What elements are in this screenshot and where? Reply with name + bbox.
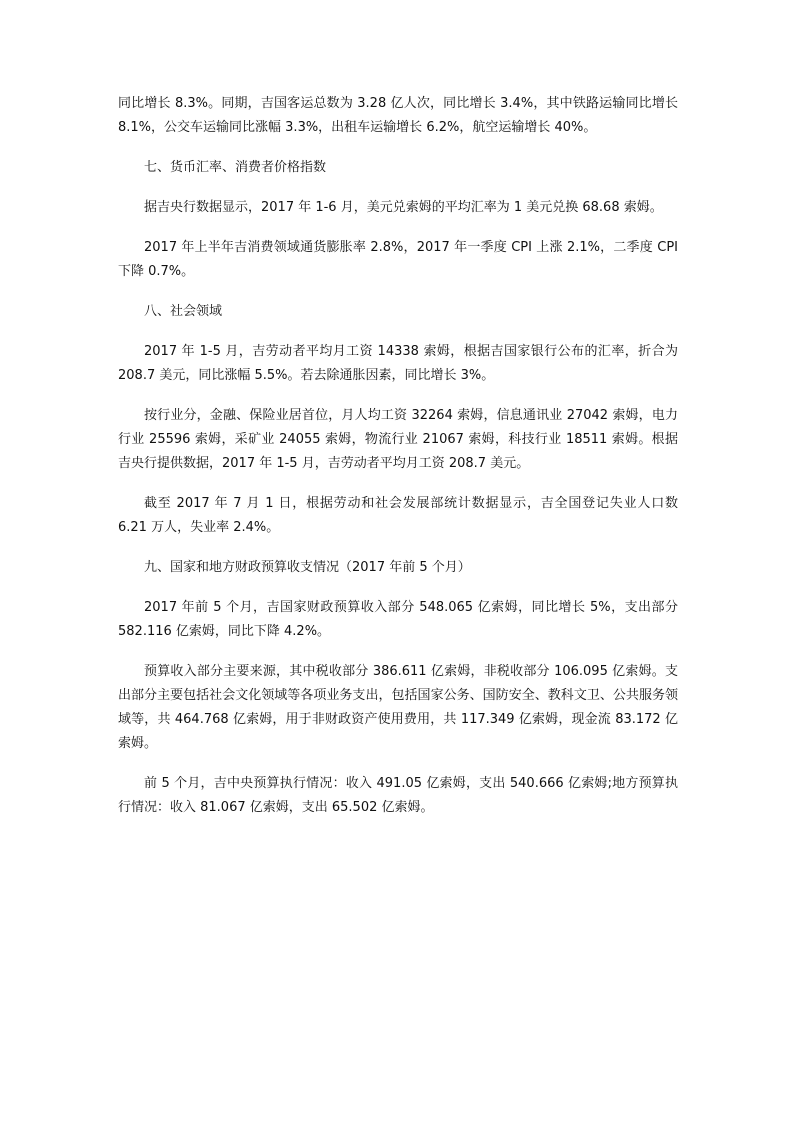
section-heading-social: 八、社会领域 [144,304,223,319]
document-page [118,92,678,820]
paragraph-transport-stats: 同比增长 8.3%。同期，吉国客运总数为 3.28 亿人次，同比增长 3.4%，其中铁路运输同比增长 8.1%，公交车运输同比涨幅 3.3%，出租车运输增长 6.2%，航空运输增长 40%。 [118,96,678,135]
spacer [118,476,678,492]
spacer [118,388,678,404]
spacer [118,220,678,236]
section-heading-currency: 七、货币汇率、消费者价格指数 [144,160,327,175]
spacer [118,644,678,660]
spacer [118,180,678,196]
spacer [118,580,678,596]
paragraph-average-wage: 2017 年 1-5 月，吉劳动者平均月工资 14338 索姆，根据吉国家银行公布的汇率，折合为 208.7 美元，同比涨幅 5.5%。若去除通胀因素，同比增长 3%。 [118,344,678,383]
spacer [118,324,678,340]
section-heading-budget: 九、国家和地方财政预算收支情况（2017 年前 5 个月） [144,560,471,575]
paragraph-unemployment: 截至 2017 年 7 月 1 日，根据劳动和社会发展部统计数据显示，吉全国登记失业人口数 6.21 万人，失业率 2.4%。 [118,496,678,535]
spacer [118,140,678,156]
paragraph-inflation: 2017 年上半年吉消费领域通货膨胀率 2.8%，2017 年一季度 CPI 上涨 2.1%，二季度 CPI 下降 0.7%。 [118,240,678,279]
spacer [118,540,678,556]
spacer [118,284,678,300]
paragraph-budget-summary: 2017 年前 5 个月，吉国家财政预算收入部分 548.065 亿索姆，同比增长 5%，支出部分 582.116 亿索姆，同比下降 4.2%。 [118,600,678,639]
paragraph-budget-breakdown: 预算收入部分主要来源，其中税收部分 386.611 亿索姆，非税收部分 106.095 亿索姆。支出部分主要包括社会文化领域等各项业务支出，包括国家公务、国防安全、教科文卫、公共服务领域等，共 464.768 亿索姆，用于非财政资产使用费用，共 117.349 亿索姆，现金流 83.172 亿索姆。 [118,664,678,751]
paragraph-exchange-rate: 据吉央行数据显示，2017 年 1-6 月，美元兑索姆的平均汇率为 1 美元兑换 68.68 索姆。 [144,200,663,215]
paragraph-wage-by-industry: 按行业分，金融、保险业居首位，月人均工资 32264 索姆，信息通讯业 27042 索姆，电力行业 25596 索姆，采矿业 24055 索姆，物流行业 21067 索姆，科技行业 18511 索姆。根据吉央行提供数据，2017 年 1-5 月，吉劳动者平均月工资 208.7 美元。 [118,408,678,471]
spacer [118,756,678,772]
paragraph-budget-execution: 前 5 个月，吉中央预算执行情况：收入 491.05 亿索姆，支出 540.666 亿索姆;地方预算执行情况：收入 81.067 亿索姆，支出 65.502 亿索姆。 [118,776,678,815]
